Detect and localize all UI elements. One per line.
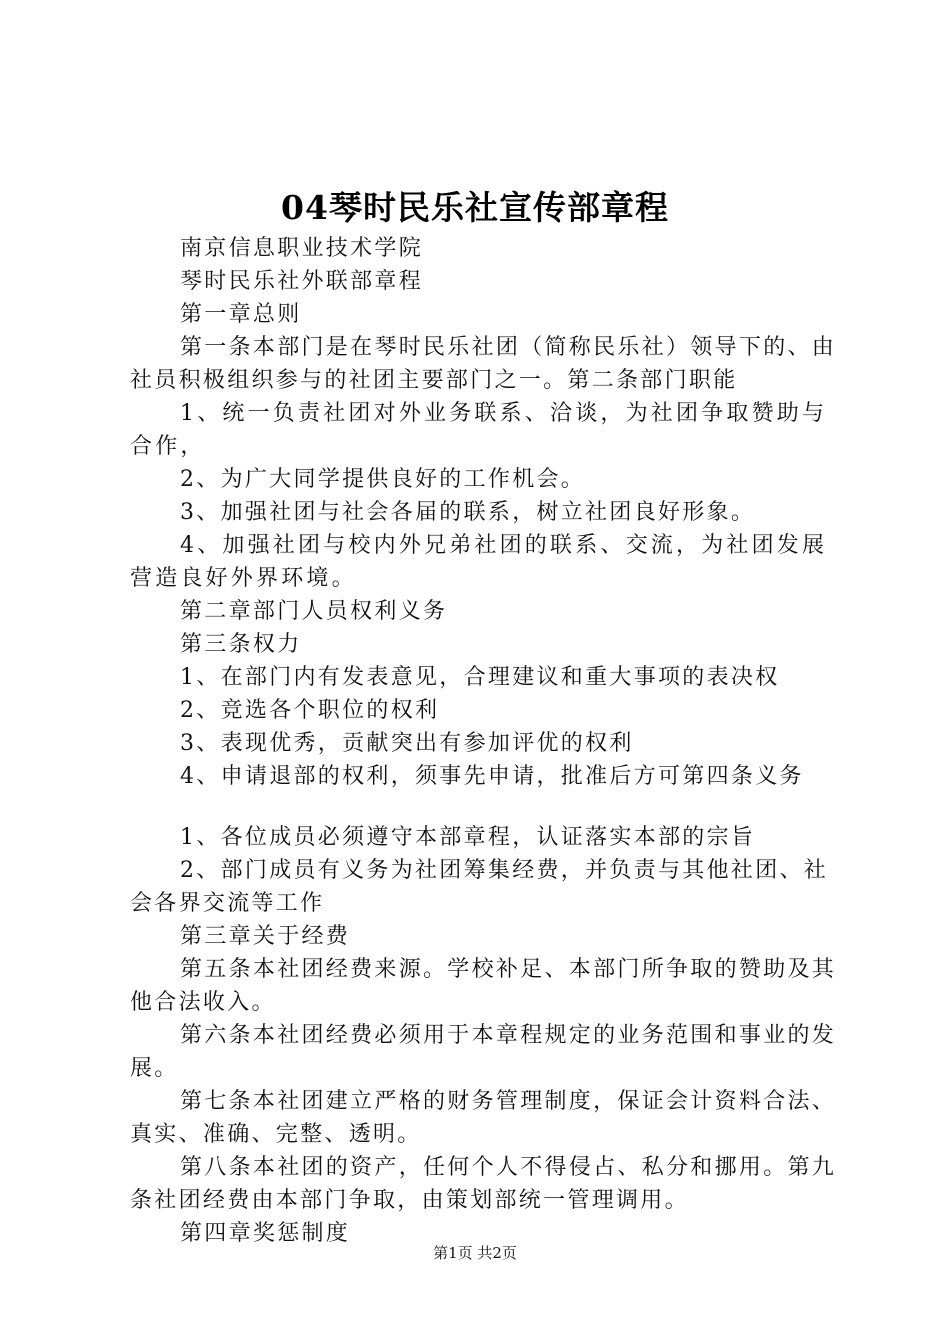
document-body [130,232,850,1250]
article-7: 第七条本社团建立严格的财务管理制度，保证会计资料合法、真实、准确、完整、透明。 [130,1089,837,1147]
paragraph-school: 南京信息职业技术学院 [180,236,424,261]
chapter-2-heading: 第二章部门人员权利义务 [180,599,448,624]
blank-line [130,793,850,821]
obligation-item-2: 2、部门成员有义务为社团筹集经费，并负责与其他社团、社会各界交流等工作 [130,858,829,916]
duty-item-3: 3、加强社团与社会各届的联系，树立社团良好形象。 [180,500,756,525]
chapter-3-heading: 第三章关于经费 [180,924,351,949]
obligation-item-1: 1、各位成员必须遵守本部章程，认证落实本部的宗旨 [180,825,756,850]
duty-item-1: 1、统一负责社团对外业务联系、洽谈，为社团争取赞助与合作， [130,401,828,459]
paragraph-charter-name: 琴时民乐社外联部章程 [180,269,424,294]
right-item-4: 4、申请退部的权利，须事先申请，批准后方可第四条义务 [180,764,804,789]
article-8-9: 第八条本社团的资产，任何个人不得侵占、私分和挪用。第九条社团经费由本部门争取，由策划部统一管理调用。 [130,1155,837,1213]
chapter-1-heading: 第一章总则 [180,302,302,327]
article-6: 第六条本社团经费必须用于本章程规定的业务范围和事业的发展。 [130,1023,837,1081]
page-number: 第1页 共2页 [433,1244,517,1262]
document-title: 04琴时民乐社宣传部章程 [281,188,669,227]
duty-item-2: 2、为广大同学提供良好的工作机会。 [180,467,586,492]
article-3-heading: 第三条权力 [180,632,302,657]
article-1: 第一条本部门是在琴时民乐社团（简称民乐社）领导下的、由社员积极组织参与的社团主要部门之一。第二条部门职能 [130,335,837,393]
chapter-4-heading: 第四章奖惩制度 [180,1221,351,1246]
right-item-3: 3、表现优秀，贡献突出有参加评优的权利 [180,731,634,756]
article-5: 第五条本社团经费来源。学校补足、本部门所争取的赞助及其他合法收入。 [130,957,837,1015]
right-item-1: 1、在部门内有发表意见，合理建议和重大事项的表决权 [180,665,780,690]
right-item-2: 2、竞选各个职位的权利 [180,698,440,723]
duty-item-4: 4、加强社团与校内外兄弟社团的联系、交流，为社团发展营造良好外界环境。 [130,533,828,591]
